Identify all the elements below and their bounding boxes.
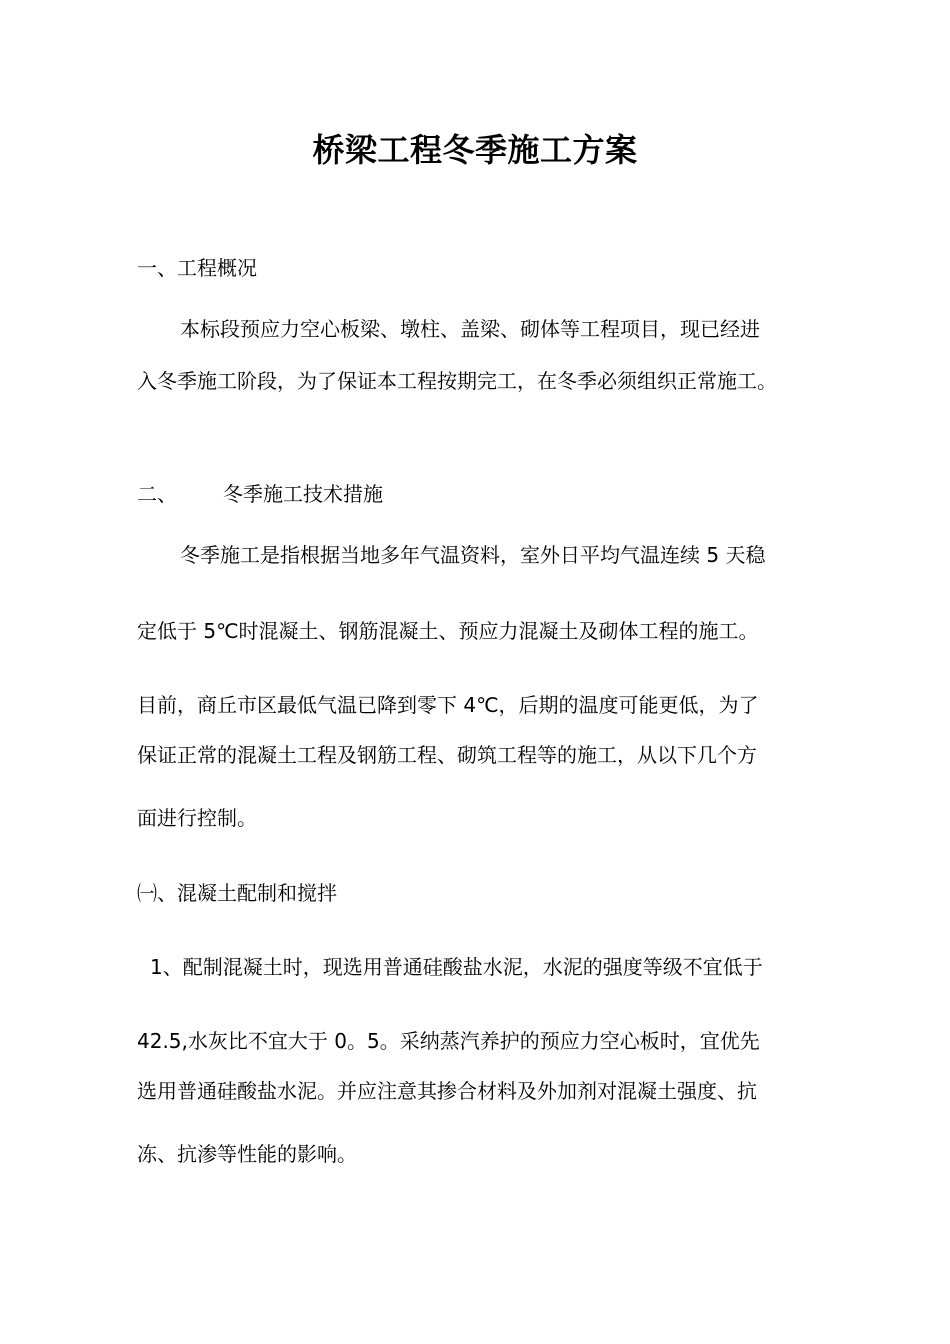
paragraph-line: 入冬季施工阶段，为了保证本工程按期完工，在冬季必须组织正常施工。 [137, 369, 777, 393]
paragraph-line: 冬季施工是指根据当地多年气温资料，室外日平均气温连续 5 天稳 [180, 543, 766, 567]
paragraph-line: 定低于 5℃时混凝土、钢筋混凝土、预应力混凝土及砌体工程的施工。 [137, 619, 759, 643]
paragraph-line: 选用普通硅酸盐水泥。并应注意其掺合材料及外加剂对混凝土强度、抗 [137, 1079, 757, 1103]
paragraph-line: 目前，商丘市区最低气温已降到零下 4℃，后期的温度可能更低，为了 [137, 693, 759, 717]
paragraph-line: 42.5,水灰比不宜大于 0。5。采纳蒸汽养护的预应力空心板时，宜优先 [137, 1029, 760, 1053]
section-title: 冬季施工技术措施 [223, 482, 383, 506]
paragraph-line: 面进行控制。 [137, 806, 257, 830]
section-heading-winter-measures [137, 480, 383, 508]
section-number: 二、 [137, 482, 177, 506]
paragraph-line: 1、配制混凝土时，现选用普通硅酸盐水泥，水泥的强度等级不宜低于 [150, 955, 763, 979]
paragraph-line: 保证正常的混凝土工程及钢筋工程、砌筑工程等的施工，从以下几个方 [137, 743, 757, 767]
paragraph-line: 冻、抗渗等性能的影响。 [137, 1142, 357, 1166]
document-title: 桥梁工程冬季施工方案 [312, 131, 638, 169]
subsection-heading-concrete: ㈠、混凝土配制和搅拌 [137, 881, 337, 905]
section-heading-overview: 一、工程概况 [137, 256, 257, 280]
paragraph-line: 本标段预应力空心板梁、墩柱、盖梁、砌体等工程项目，现已经进 [180, 317, 760, 341]
